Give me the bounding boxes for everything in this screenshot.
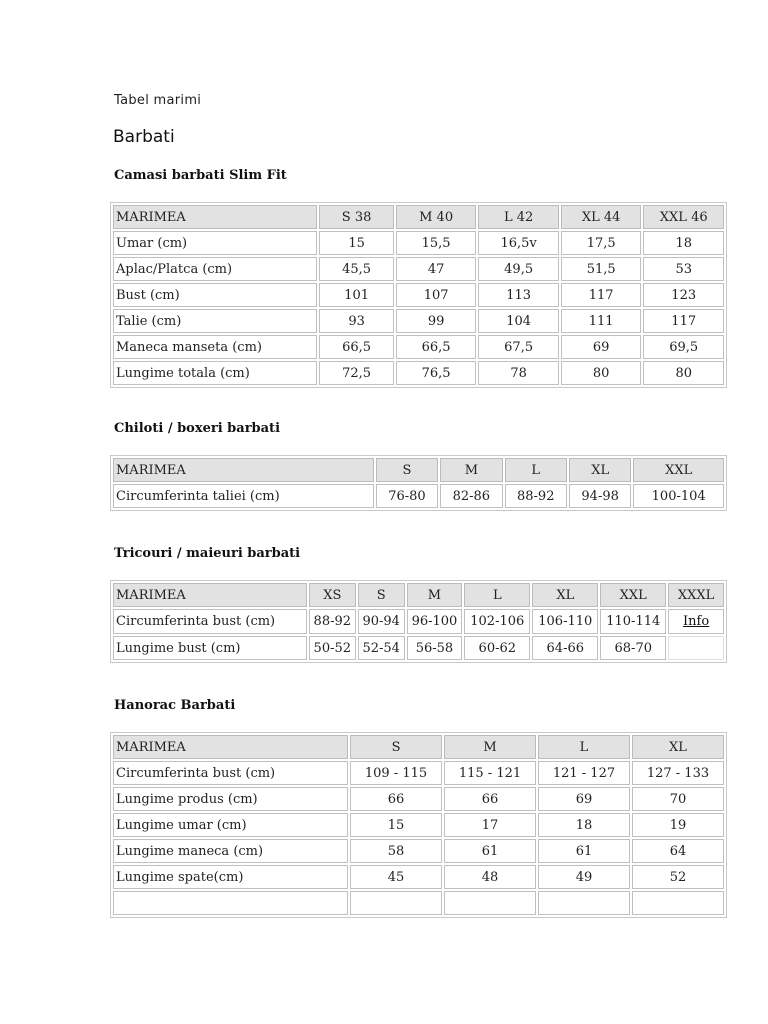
header-cell: MARIMEA xyxy=(113,205,317,229)
table-cell: 107 xyxy=(396,283,477,307)
table-cell: 61 xyxy=(444,839,536,863)
header-cell: L xyxy=(505,458,567,482)
table-cell: 102-106 xyxy=(464,609,530,634)
table-cell: 80 xyxy=(643,361,724,385)
table-row xyxy=(113,636,724,660)
table-cell: 76,5 xyxy=(396,361,477,385)
table-cell xyxy=(350,891,442,915)
table-cell: 113 xyxy=(478,283,559,307)
table-cell: 66 xyxy=(350,787,442,811)
row-label: Lungime totala (cm) xyxy=(113,361,317,385)
table-cell: 49,5 xyxy=(478,257,559,281)
table-cell: 109 - 115 xyxy=(350,761,442,785)
row-label: Maneca manseta (cm) xyxy=(113,335,317,359)
table-cell: 90-94 xyxy=(358,609,405,634)
table-cell: 78 xyxy=(478,361,559,385)
table-cell: 58 xyxy=(350,839,442,863)
table-cell: 69 xyxy=(538,787,630,811)
table-cell: 18 xyxy=(643,231,724,255)
tshirts-table-title: Tricouri / maieuri barbati xyxy=(114,546,301,561)
table-cell: 17,5 xyxy=(561,231,642,255)
table-cell: 19 xyxy=(632,813,724,837)
table-cell: 68-70 xyxy=(600,636,666,660)
table-row xyxy=(113,813,724,837)
header-cell: XL xyxy=(569,458,631,482)
table-cell: 53 xyxy=(643,257,724,281)
row-label: Circumferinta bust (cm) xyxy=(113,609,307,634)
table-cell: 15,5 xyxy=(396,231,477,255)
table-row xyxy=(113,484,724,508)
header-cell: MARIMEA xyxy=(113,583,307,607)
table-cell: 69,5 xyxy=(643,335,724,359)
header-cell: S xyxy=(376,458,438,482)
row-label: Umar (cm) xyxy=(113,231,317,255)
table-cell: 123 xyxy=(643,283,724,307)
header-cell: XXXL xyxy=(668,583,724,607)
table-cell: 61 xyxy=(538,839,630,863)
table-cell: 67,5 xyxy=(478,335,559,359)
table-cell: 88-92 xyxy=(505,484,567,508)
table-cell: 93 xyxy=(319,309,393,333)
row-label: Talie (cm) xyxy=(113,309,317,333)
row-label: Lungime produs (cm) xyxy=(113,787,348,811)
table-cell: 48 xyxy=(444,865,536,889)
table-row xyxy=(113,787,724,811)
page-label: Tabel marimi xyxy=(114,93,202,108)
empty-cell xyxy=(668,636,724,660)
table-cell: 100-104 xyxy=(633,484,724,508)
header-cell: MARIMEA xyxy=(113,458,374,482)
table-row xyxy=(113,839,724,863)
header-cell: S xyxy=(350,735,442,759)
table-cell: 52-54 xyxy=(358,636,405,660)
header-cell: L 42 xyxy=(478,205,559,229)
table-row xyxy=(113,865,724,889)
shirts-size-table xyxy=(110,202,727,388)
header-cell: XS xyxy=(309,583,356,607)
table-row xyxy=(113,609,724,634)
header-cell: M xyxy=(444,735,536,759)
header-cell: XXL xyxy=(600,583,666,607)
header-cell: XL xyxy=(632,735,724,759)
header-cell: S xyxy=(358,583,405,607)
table-header-row xyxy=(113,205,724,229)
table-cell: 60-62 xyxy=(464,636,530,660)
table-cell: 16,5v xyxy=(478,231,559,255)
table-cell: 17 xyxy=(444,813,536,837)
table-row xyxy=(113,257,724,281)
table-row xyxy=(113,891,724,915)
table-cell: 66 xyxy=(444,787,536,811)
table-cell: 72,5 xyxy=(319,361,393,385)
table-row xyxy=(113,231,724,255)
table-cell: 117 xyxy=(643,309,724,333)
table-cell: 127 - 133 xyxy=(632,761,724,785)
row-label: Circumferinta taliei (cm) xyxy=(113,484,374,508)
table-cell: 64-66 xyxy=(532,636,598,660)
header-cell: L xyxy=(538,735,630,759)
row-label: Lungime maneca (cm) xyxy=(113,839,348,863)
header-cell: M 40 xyxy=(396,205,477,229)
header-cell: M xyxy=(407,583,463,607)
shirts-table-title: Camasi barbati Slim Fit xyxy=(114,168,287,183)
table-cell: 76-80 xyxy=(376,484,438,508)
table-cell xyxy=(632,891,724,915)
table-cell: 82-86 xyxy=(440,484,502,508)
table-cell: 70 xyxy=(632,787,724,811)
table-cell: 96-100 xyxy=(407,609,463,634)
table-cell: 94-98 xyxy=(569,484,631,508)
table-cell: 99 xyxy=(396,309,477,333)
table-cell: 104 xyxy=(478,309,559,333)
info-link[interactable]: Info xyxy=(683,614,710,629)
table-row xyxy=(113,283,724,307)
table-cell: 52 xyxy=(632,865,724,889)
hoodie-table-title: Hanorac Barbati xyxy=(114,698,236,713)
row-label: Bust (cm) xyxy=(113,283,317,307)
row-label: Circumferinta bust (cm) xyxy=(113,761,348,785)
table-cell: 121 - 127 xyxy=(538,761,630,785)
table-cell: 66,5 xyxy=(319,335,393,359)
header-cell: L xyxy=(464,583,530,607)
table-cell: 45,5 xyxy=(319,257,393,281)
table-cell: 66,5 xyxy=(396,335,477,359)
table-cell: 49 xyxy=(538,865,630,889)
row-label: Lungime bust (cm) xyxy=(113,636,307,660)
table-cell xyxy=(538,891,630,915)
section-title: Barbati xyxy=(113,127,175,147)
row-label: Aplac/Platca (cm) xyxy=(113,257,317,281)
header-cell: XL 44 xyxy=(561,205,642,229)
table-cell: 69 xyxy=(561,335,642,359)
table-cell: 111 xyxy=(561,309,642,333)
table-cell xyxy=(444,891,536,915)
table-header-row xyxy=(113,583,724,607)
table-cell: 106-110 xyxy=(532,609,598,634)
table-header-row xyxy=(113,458,724,482)
header-cell: M xyxy=(440,458,502,482)
table-cell: 15 xyxy=(319,231,393,255)
table-row xyxy=(113,309,724,333)
header-cell: XXL xyxy=(633,458,724,482)
row-label: Lungime umar (cm) xyxy=(113,813,348,837)
table-cell: 80 xyxy=(561,361,642,385)
boxers-size-table xyxy=(110,455,727,511)
table-cell: 56-58 xyxy=(407,636,463,660)
table-cell: 110-114 xyxy=(600,609,666,634)
row-label: Lungime spate(cm) xyxy=(113,865,348,889)
table-row xyxy=(113,335,724,359)
table-cell: 47 xyxy=(396,257,477,281)
table-row xyxy=(113,761,724,785)
table-row xyxy=(113,361,724,385)
header-cell: MARIMEA xyxy=(113,735,348,759)
table-cell: 117 xyxy=(561,283,642,307)
table-cell: 51,5 xyxy=(561,257,642,281)
table-cell: 15 xyxy=(350,813,442,837)
row-label xyxy=(113,891,348,915)
header-cell: S 38 xyxy=(319,205,393,229)
table-cell: 115 - 121 xyxy=(444,761,536,785)
table-cell: 64 xyxy=(632,839,724,863)
table-header-row xyxy=(113,735,724,759)
boxers-table-title: Chiloti / boxeri barbati xyxy=(114,421,281,436)
header-cell: XL xyxy=(532,583,598,607)
table-cell: 45 xyxy=(350,865,442,889)
info-link-cell xyxy=(668,609,724,634)
table-cell: 88-92 xyxy=(309,609,356,634)
table-cell: 18 xyxy=(538,813,630,837)
table-cell: 101 xyxy=(319,283,393,307)
table-cell: 50-52 xyxy=(309,636,356,660)
tshirts-size-table xyxy=(110,580,727,663)
hoodie-size-table xyxy=(110,732,727,918)
header-cell: XXL 46 xyxy=(643,205,724,229)
